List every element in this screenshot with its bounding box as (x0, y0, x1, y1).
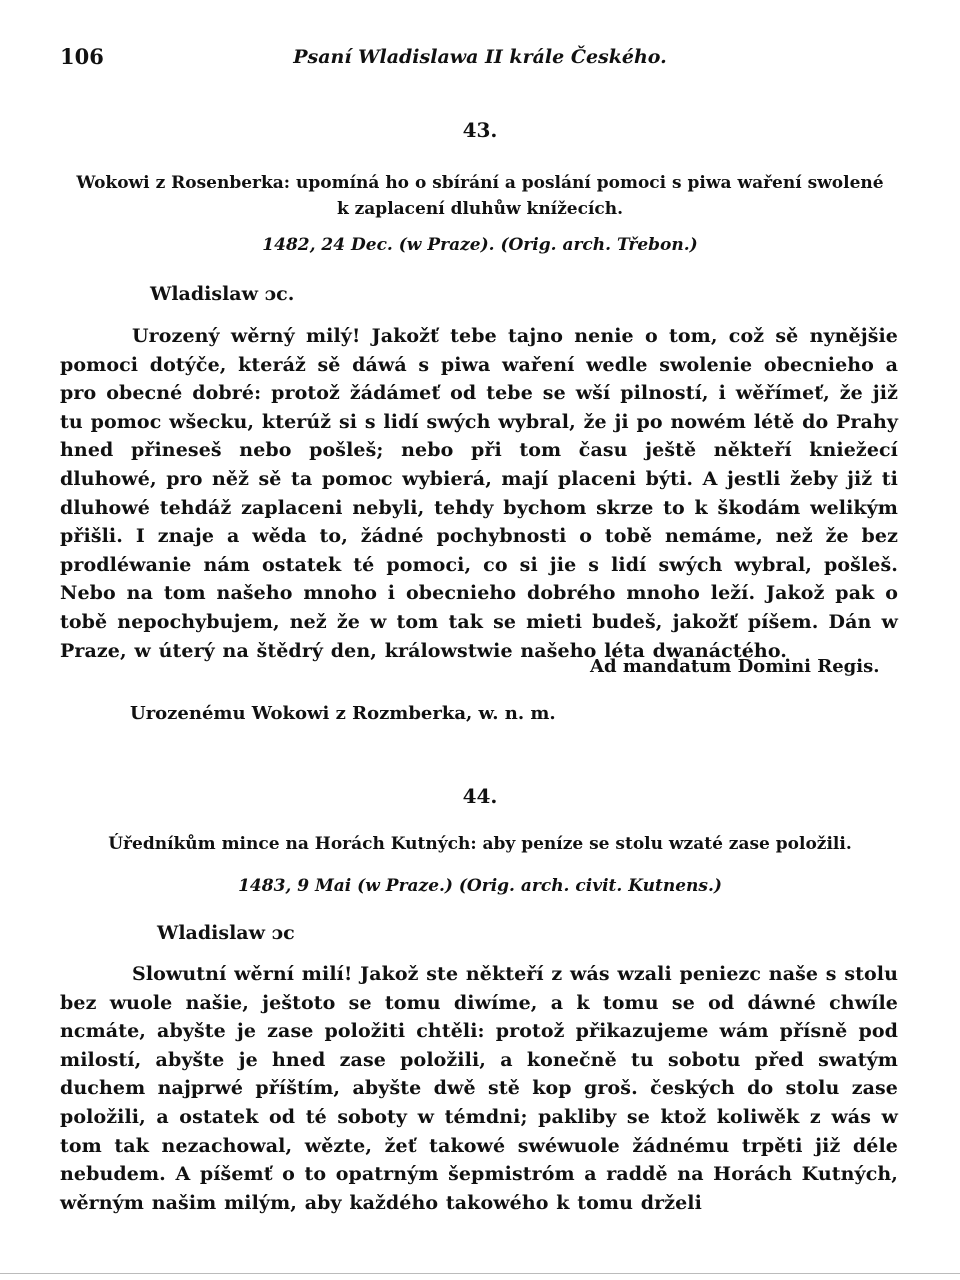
page-number: 106 (60, 44, 104, 69)
dateline-43: 1482, 24 Dec. (w Praze). (Orig. arch. Třebon.) (262, 235, 698, 255)
running-title: Psaní Wladislawa II krále Českého. (293, 46, 667, 68)
closing-formula-43: Ad mandatum Domini Regis. (590, 656, 880, 677)
summary-line: k zaplacení dluhůw knížecích. (336, 199, 624, 219)
letter-body-44: Slowutní wěrní milí! Jakož ste někteří z wás wzali peniezc naše s stolu bez wuole našie, ještoto se tomu diwíme, a k tomu se od dáwné chwíle ncmáte, abyšte je zase položiti chtěli: protož přikazujeme wám přísně pod milostí, abyšte je hned zase položili, a konečně tu sobotu před swatým duchem najprwé příštím, abyšte dwě stě kop groš. českých do stolu zase položili, a ostatek od té soboty w témdni; pakliby se ktož koliwěk z wás w tom tak nezachowal, wězte, žeť takowé swéwuole žádnému trpěti již déle nebudem. A píšemť o to opatrným šepmistróm a raddě na Horách Kutných, wěrným našim milým, aby každého takowého k tomu drželi (60, 963, 898, 1214)
letter-number-43: 43. (462, 118, 498, 142)
letter-body-43: Urozený wěrný milý! Jakožť tebe tajno nenie o tom, což sě nynějšie pomoci dotýče, kteráž sě dáwá s piwa waření wedle swolenie obecnieho a pro obecné dobré: protož žádámeť od tebe se wší pilností, i wěřímeť, že již tu pomoc wšecku, kterúž si s lidí swých wybral, že ji po nowém létě do Prahy hned přineseš nebo pošleš; nebo při tom času ještě někteří kniežecí dluhowé, pro něž sě ta pomoc wybierá, mají placeni býti. A jestli žeby již ti dluhowé tehdáž zaplaceni nebyli, tehdy bychom skrze to k škodám welikým přišli. I znaje a wěda to, žádné pochybnosti o tobě nemáme, než že bez prodléwanie nám ostatek té pomoci, co si jie s lidí swých wybral, pošleš. Nebo na tom našeho mnoho i obecnieho dobrého mnoho leží. Jakož pak o tobě nepochybujem, než že w tom tak se mieti budeš, jakožť píšem. Dán w Praze, w úterý na štědrý den, králowstwie našeho léta dwanáctého. (60, 325, 898, 662)
address-43: Urozenému Wokowi z Rozmberka, w. n. m. (130, 703, 556, 724)
letter-summary-43 (60, 170, 900, 222)
letter-number-44: 44. (462, 784, 498, 808)
summary-line: Wokowi z Rosenberka: upomíná ho o sbírání a poslání pomoci s piwa waření swolené (76, 173, 884, 193)
salutation-43: Wladislaw ɔc. (150, 283, 295, 305)
salutation-44: Wladislaw ɔc (157, 922, 295, 944)
dateline-44: 1483, 9 Mai (w Praze.) (Orig. arch. civit. Kutnens.) (238, 876, 722, 896)
letter-summary-44 (60, 831, 900, 857)
summary-line: Úředníkům mince na Horách Kutných: aby peníze se stolu wzaté zase položili. (108, 834, 852, 854)
page-edge-rule (0, 1273, 960, 1274)
running-head (60, 44, 900, 72)
